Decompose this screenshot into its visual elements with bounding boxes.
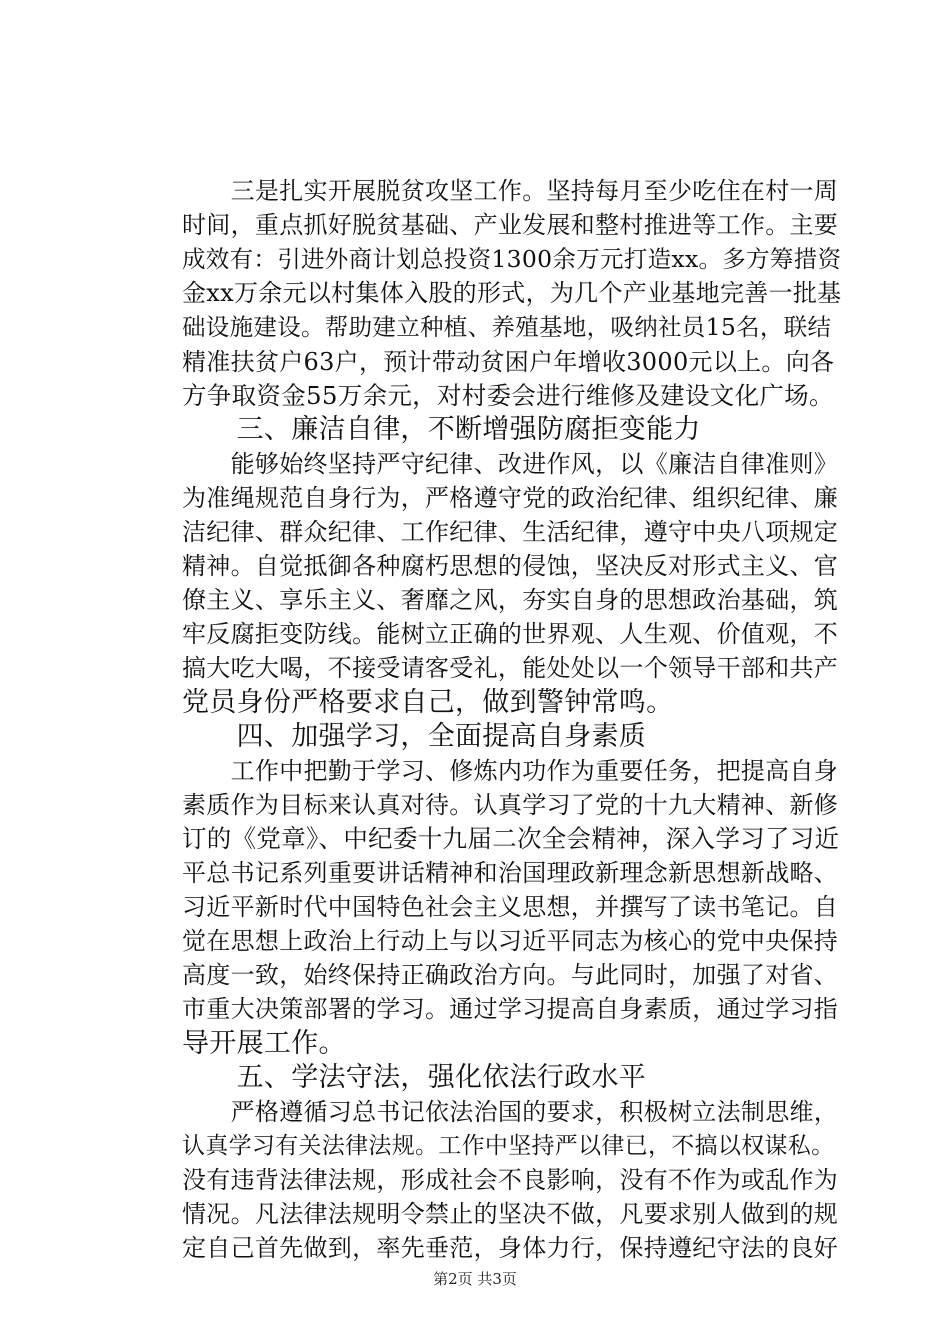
text-line: 习近平新时代中国特色社会主义思想，并撰写了读书笔记。自 [182,893,839,922]
text-line: 为准绳规范自身行为，严格遵守党的政治纪律、组织纪律、廉 [182,483,839,512]
text-line: 搞大吃大喝，不接受请客受礼，能处处以一个领导干部和共产 [182,654,839,683]
text-line: 认真学习有关法律法规。工作中坚持严以律已，不搞以权谋私。 [182,1132,835,1159]
text-line: 平总书记系列重要讲话精神和治国理政新理念新思想新战略、 [182,859,839,887]
text-line: 五、学法守法，强化依法行政水平 [182,1061,647,1093]
text-line: 成效有：引进外商计划总投资1300余万元打造xx。多方筹措资 [182,245,842,274]
text-line: 严格遵循习总书记依法治国的要求，积极树立法制思维， [182,1097,839,1126]
text-line: 础设施建设。帮助建立种植、养殖基地，吸纳社员15名，联结 [182,313,832,342]
text-line: 精准扶贫户63户，预计带动贫困户年增收3000元以上。向各 [182,347,835,376]
text-line: 能够始终坚持严守纪律、改进作风，以《廉洁自律准则》 [182,449,839,478]
text-line: 觉在思想上政治上行动上与以习近平同志为核心的党中央保持 [182,927,839,956]
text-line: 没有违背法律法规，形成社会不良影响，没有不作为或乱作为 [182,1165,839,1194]
text-line: 情况。凡法律法规明令禁止的坚决不做，凡要求别人做到的规 [182,1200,839,1228]
text-line: 僚主义、享乐主义、奢靡之风，夯实自身的思想政治基础，筑 [182,586,839,615]
text-line: 党员身份严格要求自己，做到警钟常鸣。 [182,686,674,718]
text-line: 高度一致，始终保持正确政治方向。与此同时，加强了对省、 [182,961,839,990]
text-line: 洁纪律、群众纪律、工作纪律、生活纪律，遵守中央八项规定 [182,518,839,546]
text-line: 精神。自觉抵御各种腐朽思想的侵蚀，坚决反对形式主义、官 [182,552,839,581]
text-line: 导开展工作。 [182,1027,346,1059]
text-line: 金xx万余元以村集体入股的形式，为几个产业基地完善一批基 [182,279,842,308]
text-line: 定自己首先做到，率先垂范，身体力行，保持遵纪守法的良好 [182,1234,839,1263]
text-line: 工作中把勤于学习、修炼内功作为重要任务，把提高自身 [182,756,839,785]
text-line: 三、廉洁自律，不断增强防腐拒变能力 [182,413,701,445]
text-line: 方争取资金55万余元，对村委会进行维修及建设文化广场。 [182,380,834,410]
text-line: 素质作为目标来认真对待。认真学习了党的十九大精神、新修 [182,790,839,819]
text-line: 时间，重点抓好脱贫基础、产业发展和整村推进等工作。主要 [182,211,839,240]
text-line: 订的《党章》、中纪委十九届二次全会精神，深入学习了习近 [182,823,840,853]
text-line: 牢反腐拒变防线。能树立正确的世界观、人生观、价值观，不 [182,620,839,649]
page-footer: 第2页 共3页 [433,1270,517,1288]
text-line: 三是扎实开展脱贫攻坚工作。坚持每月至少吃住在村一周 [182,177,839,205]
text-line: 市重大决策部署的学习。通过学习提高自身素质，通过学习指 [182,995,839,1024]
text-line: 四、加强学习，全面提高自身素质 [182,720,647,752]
